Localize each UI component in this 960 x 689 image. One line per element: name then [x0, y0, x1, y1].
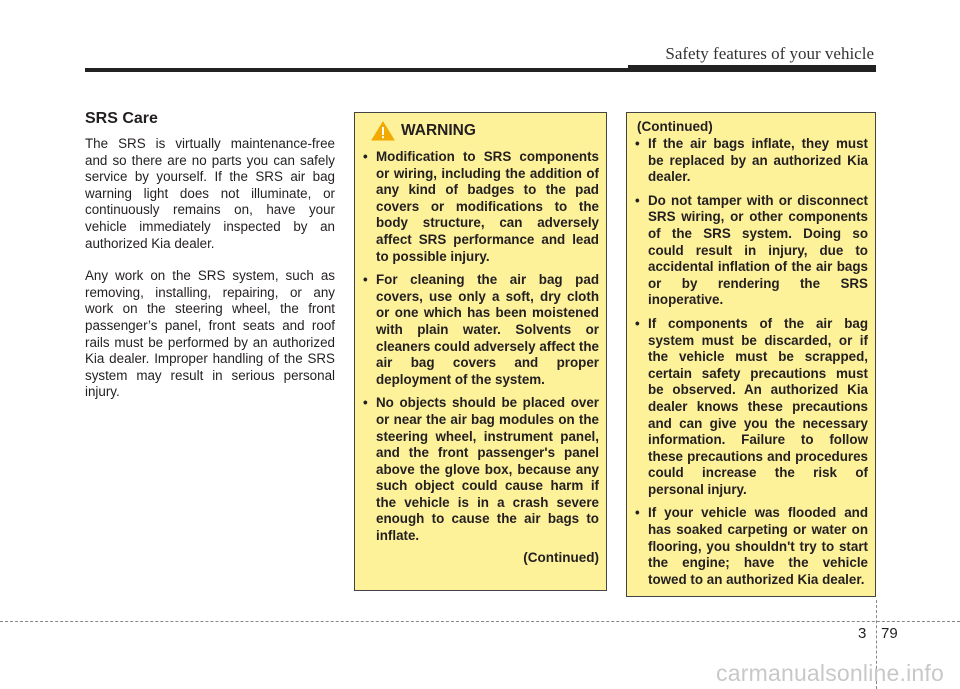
continued-bullet: • If your vehicle was flooded and has soaked carpeting or water on flooring, you shouldn't try to start the engine; have the vehicle towed to an authorized Kia dealer.	[635, 505, 868, 588]
continued-warning-box	[626, 112, 876, 597]
warning-bullet: • No objects should be placed over or near the air bag modules on the steering wheel, instrument panel, and the front passenger's panel above the glove box, because any such object could cause harm if the vehicle is in a crash severe enough to cause the air bags to inflate.	[363, 395, 599, 544]
continued-bullet: • If components of the air bag system must be discarded, or if the vehicle must be scrapped, certain safety precautions must be observed. An authorized Kia dealer knows these precautions and can give you the necessary information. Failure to follow these precautions and procedures could increase the risk of personal injury.	[635, 316, 868, 499]
warning-bullet: • For cleaning the air bag pad covers, use only a soft, dry cloth or one which has been moistened with plain water. Solvents or cleaners could adversely affect the air bag covers and proper deployment of the system.	[363, 272, 599, 388]
srs-care-section	[85, 110, 335, 417]
body-paragraph: The SRS is virtually maintenance-free and so there are no parts you can safely service by yourself. If the SRS air bag warning light does not illuminate, or continuously remains on, have your vehicle immediately inspected by an authorized Kia dealer.	[85, 136, 335, 251]
warning-title: WARNING	[401, 122, 476, 139]
page-number: 79	[881, 625, 898, 642]
warning-bullet: • Modification to SRS components or wiring, including the addition of any kind of badges to the pad covers or modifications to the body structure, can adversely affect SRS performance and lead to possible injury.	[363, 149, 599, 265]
continued-bullet: • Do not tamper with or disconnect SRS wiring, or other components of the SRS system. Doing so could result in injury, due to accidental inflation of the air bags or by rendering the SRS inoperative.	[635, 193, 868, 309]
body-paragraph: Any work on the SRS system, such as removing, installing, repairing, or any work on the steering wheel, the front passenger’s panel, front seats and roof rails must be performed by an authorized Kia dealer. Improper handling of the SRS system may result in serious personal injury.	[85, 268, 335, 400]
continued-bullet: • If the air bags inflate, they must be replaced by an authorized Kia dealer.	[635, 136, 868, 186]
chapter-number: 3	[858, 625, 867, 642]
warning-heading	[371, 121, 599, 141]
warning-box	[354, 112, 607, 591]
footer-rule	[0, 621, 960, 622]
warning-continued-label: (Continued)	[523, 549, 599, 565]
page-header-title: Safety features of your vehicle	[665, 44, 874, 63]
watermark: carmanualsonline.info	[716, 660, 944, 686]
continued-heading: (Continued)	[637, 119, 713, 134]
header-rule-accent	[628, 65, 876, 72]
warning-triangle-icon	[371, 121, 395, 141]
section-heading: SRS Care	[85, 110, 158, 127]
